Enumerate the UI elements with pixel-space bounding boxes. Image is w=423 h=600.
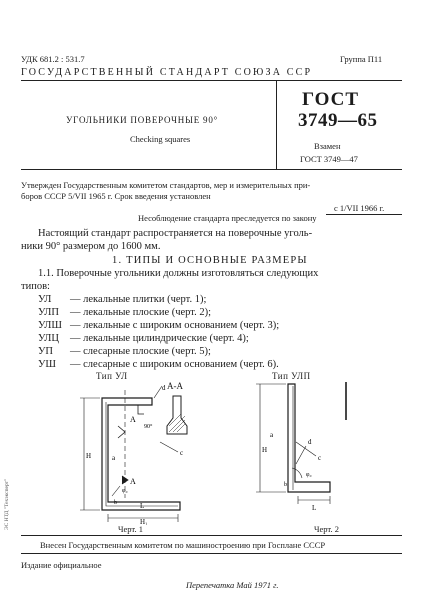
type-code: УШ	[38, 359, 57, 370]
ledge	[138, 405, 144, 414]
section-arrow-top	[118, 426, 125, 438]
svg-text:L: L	[312, 504, 317, 512]
svg-text:a: a	[270, 431, 274, 439]
leader-d	[296, 446, 306, 464]
svg-text:b: b	[114, 500, 117, 506]
title-block-divider	[276, 81, 277, 169]
figure-1-type-label: Тип УЛ	[96, 371, 128, 381]
leader-c	[160, 442, 178, 452]
type-item	[38, 320, 279, 331]
svg-text:b: b	[284, 482, 287, 488]
leader-b	[112, 486, 120, 496]
svg-text:H: H	[262, 446, 268, 454]
svg-text:А: А	[130, 477, 136, 486]
type-item	[38, 333, 249, 344]
type-item	[38, 307, 211, 318]
footer-rule-bottom	[21, 553, 402, 554]
intro-line-1: Настоящий стандарт распространяется на поверочные уголь-	[38, 228, 313, 239]
intro-line-2: ники 90° размером до 1600 мм.	[21, 241, 161, 252]
effective-date: с 1/VII 1966 г.	[334, 203, 385, 213]
figure-2-drawing	[240, 382, 360, 527]
type-description: — лекальные с широким основанием (черт. 3);	[70, 320, 280, 331]
title-block-rule	[21, 169, 402, 170]
svg-text:c: c	[318, 454, 322, 462]
type-code: УП	[38, 346, 54, 357]
angle-arc	[292, 468, 302, 478]
date-underline	[326, 214, 402, 215]
standard-title: ГОСУДАРСТВЕННЫЙ СТАНДАРТ СОЮЗА ССР	[21, 67, 313, 78]
section-label: А-А	[167, 381, 183, 391]
type-code: УЛШ	[38, 320, 62, 331]
type-item	[38, 346, 211, 357]
svg-text:c: c	[180, 449, 184, 457]
svg-text:H₁: H₁	[140, 518, 148, 525]
document-title-en: Checking squares	[130, 134, 191, 144]
type-item	[38, 359, 279, 370]
svg-text:L: L	[140, 502, 145, 510]
clause-1-1-line-2: типов:	[21, 281, 50, 292]
edition-label: Издание официальное	[21, 560, 102, 570]
dimension-L	[298, 496, 330, 504]
type-description: — лекальные цилиндрические (черт. 4);	[70, 333, 249, 344]
document-title-ru: УГОЛЬНИКИ ПОВЕРОЧНЫЕ 90°	[66, 115, 219, 125]
type-description: — слесарные с широким основанием (черт. 6).	[70, 359, 279, 370]
side-note: ЭС НТД "Техэксперт"	[4, 478, 10, 530]
issuer-note: Внесен Государственным комитетом по машиностроению при Госплане СССР	[40, 540, 326, 550]
approval-line-1: Утвержден Государственным комитетом стандартов, мер и измерительных при-	[21, 180, 311, 190]
header-rule	[21, 80, 402, 81]
gost-number: 3749—65	[298, 110, 378, 131]
law-notice: Несоблюдение стандарта преследуется по закону	[138, 213, 317, 223]
svg-text:90°: 90°	[144, 424, 153, 430]
group-code: Группа П11	[340, 54, 383, 64]
figure-2-caption: Черт. 2	[314, 524, 340, 534]
type-code: УЛЦ	[38, 333, 59, 344]
footer-rule-top	[21, 535, 402, 536]
replaces-label: Взамен	[314, 141, 341, 151]
svg-text:H: H	[86, 452, 92, 460]
approval-line-2: боров СССР 5/VII 1965 г. Срок введения установлен	[21, 191, 211, 201]
type-item	[38, 294, 206, 305]
type-description: — лекальные плоские (черт. 2);	[70, 307, 212, 318]
svg-text:φ₀: φ₀	[122, 488, 128, 494]
udk-code: УДК 681.2 : 531.7	[21, 54, 85, 64]
svg-text:a: a	[112, 454, 116, 462]
leader-c	[296, 442, 316, 456]
replaces-value: ГОСТ 3749—47	[300, 154, 358, 164]
figure-1-caption: Черт. 1	[118, 524, 144, 534]
type-code: УЛП	[38, 307, 59, 318]
reprint-note: Перепечатка Май 1971 г.	[186, 580, 279, 590]
figure-2-type-label: Тип УЛП	[272, 371, 311, 381]
section-hatching	[169, 414, 185, 432]
type-description: — лекальные плитки (черт. 1);	[70, 294, 207, 305]
type-code: УЛ	[38, 294, 52, 305]
svg-text:А: А	[130, 415, 136, 424]
clause-1-1-line-1: 1.1. Поверочные угольники должны изготовляться следующих	[38, 268, 319, 279]
type-description: — слесарные плоские (черт. 5);	[70, 346, 211, 357]
section-a-a-drawing	[162, 394, 192, 436]
gost-label: ГОСТ	[302, 89, 360, 110]
svg-text:d: d	[162, 384, 166, 392]
svg-text:φ₀: φ₀	[306, 472, 312, 478]
leader-d	[154, 386, 162, 398]
section-heading: 1. ТИПЫ И ОСНОВНЫЕ РАЗМЕРЫ	[112, 255, 308, 266]
svg-text:d: d	[308, 438, 312, 446]
